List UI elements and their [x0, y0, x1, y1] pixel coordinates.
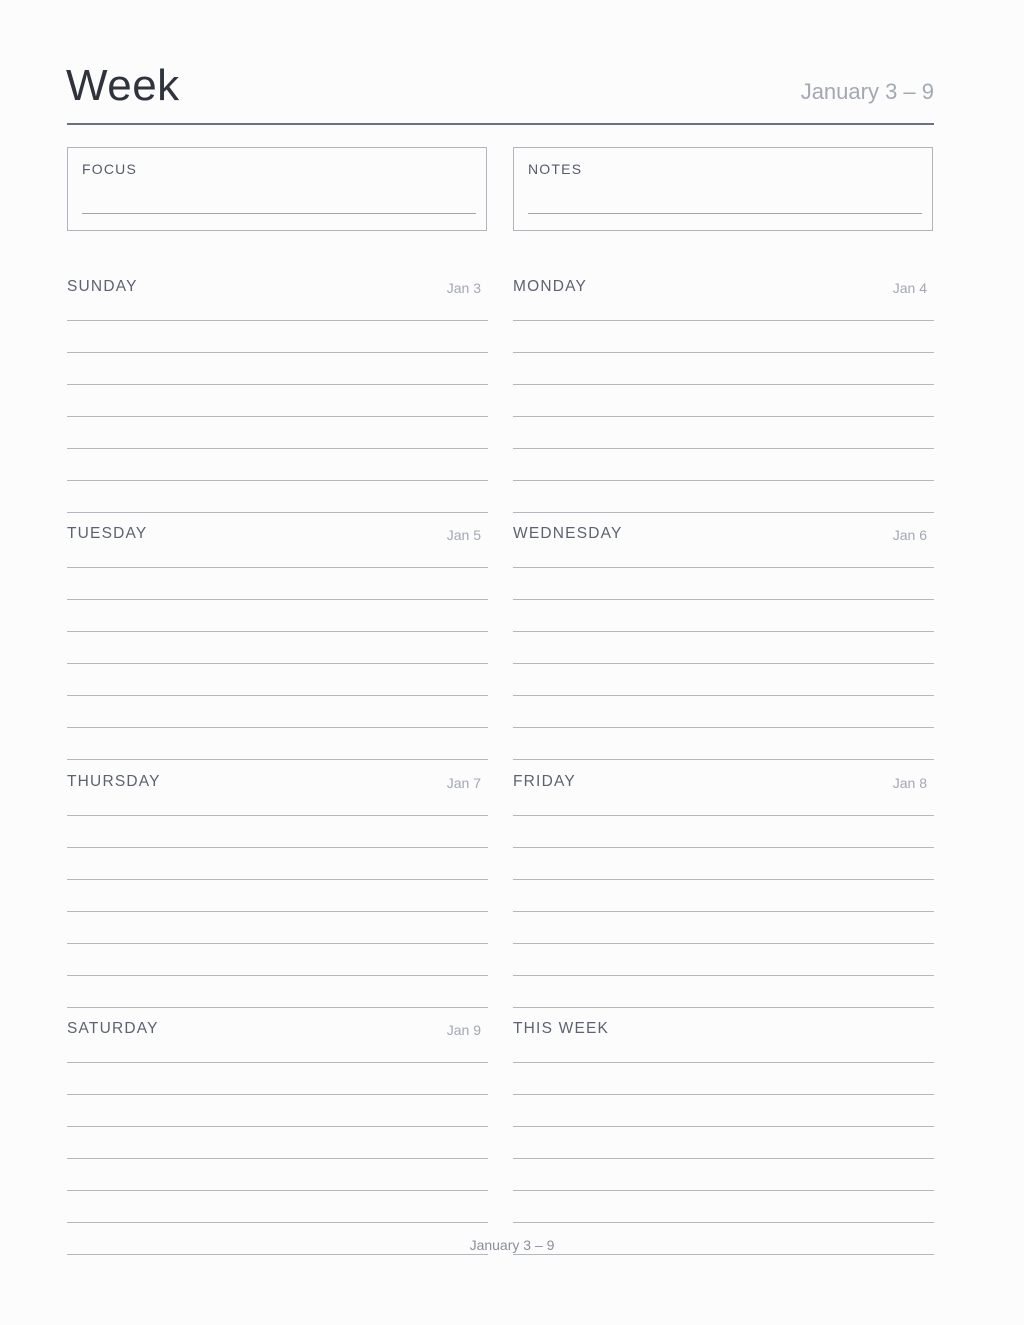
section-label-wednesday: WEDNESDAY	[513, 525, 623, 542]
writing-line[interactable]	[67, 1062, 488, 1063]
writing-line[interactable]	[513, 1190, 934, 1191]
writing-line[interactable]	[513, 727, 934, 728]
writing-line[interactable]	[67, 567, 488, 568]
focus-label: FOCUS	[82, 161, 137, 177]
writing-line[interactable]	[67, 352, 488, 353]
notes-label: NOTES	[528, 161, 583, 177]
writing-line[interactable]	[67, 1094, 488, 1095]
writing-line[interactable]	[513, 384, 934, 385]
focus-writing-line	[82, 213, 476, 214]
writing-line[interactable]	[513, 1158, 934, 1159]
writing-line[interactable]	[513, 599, 934, 600]
writing-line[interactable]	[67, 448, 488, 449]
writing-line[interactable]	[67, 1190, 488, 1191]
writing-line[interactable]	[513, 1062, 934, 1063]
section-date-tuesday: Jan 5	[446, 527, 481, 543]
writing-line[interactable]	[513, 847, 934, 848]
writing-line[interactable]	[67, 815, 488, 816]
writing-line[interactable]	[67, 320, 488, 321]
section-label-friday: FRIDAY	[513, 773, 576, 790]
footer-date-range: January 3 – 9	[469, 1237, 555, 1253]
writing-line[interactable]	[513, 631, 934, 632]
section-date-monday: Jan 4	[892, 280, 927, 296]
writing-line[interactable]	[67, 911, 488, 912]
writing-line[interactable]	[513, 1094, 934, 1095]
writing-line[interactable]	[513, 1007, 934, 1008]
writing-line[interactable]	[513, 480, 934, 481]
writing-line[interactable]	[67, 480, 488, 481]
title-divider	[67, 123, 934, 125]
writing-line[interactable]	[513, 448, 934, 449]
writing-line[interactable]	[513, 1126, 934, 1127]
writing-line[interactable]	[513, 320, 934, 321]
writing-line[interactable]	[67, 384, 488, 385]
writing-line[interactable]	[513, 567, 934, 568]
section-date-friday: Jan 8	[892, 775, 927, 791]
writing-line[interactable]	[513, 352, 934, 353]
writing-line[interactable]	[67, 727, 488, 728]
writing-line[interactable]	[513, 815, 934, 816]
writing-line[interactable]	[513, 512, 934, 513]
writing-line[interactable]	[67, 631, 488, 632]
section-label-this-week: THIS WEEK	[513, 1020, 610, 1037]
writing-line[interactable]	[513, 943, 934, 944]
writing-line[interactable]	[513, 975, 934, 976]
writing-line[interactable]	[67, 1158, 488, 1159]
writing-line[interactable]	[67, 599, 488, 600]
focus-box[interactable]	[67, 147, 487, 231]
writing-line[interactable]	[67, 695, 488, 696]
writing-line[interactable]	[513, 416, 934, 417]
section-label-saturday: SATURDAY	[67, 1020, 159, 1037]
section-label-tuesday: TUESDAY	[67, 525, 148, 542]
writing-line[interactable]	[513, 1254, 934, 1255]
page-title: Week	[66, 61, 180, 110]
section-date-thursday: Jan 7	[446, 775, 481, 791]
notes-box[interactable]	[513, 147, 933, 231]
section-date-wednesday: Jan 6	[892, 527, 927, 543]
section-label-sunday: SUNDAY	[67, 278, 138, 295]
writing-line[interactable]	[67, 1007, 488, 1008]
writing-line[interactable]	[67, 1222, 488, 1223]
writing-line[interactable]	[67, 1126, 488, 1127]
week-date-range: January 3 – 9	[800, 79, 934, 104]
writing-line[interactable]	[67, 1254, 488, 1255]
writing-line[interactable]	[513, 695, 934, 696]
section-date-saturday: Jan 9	[446, 1022, 481, 1038]
writing-line[interactable]	[67, 663, 488, 664]
writing-line[interactable]	[513, 759, 934, 760]
writing-line[interactable]	[513, 663, 934, 664]
section-label-monday: MONDAY	[513, 278, 588, 295]
writing-line[interactable]	[67, 975, 488, 976]
writing-line[interactable]	[67, 759, 488, 760]
writing-line[interactable]	[67, 879, 488, 880]
writing-line[interactable]	[67, 512, 488, 513]
writing-line[interactable]	[67, 847, 488, 848]
writing-line[interactable]	[513, 911, 934, 912]
writing-line[interactable]	[513, 1222, 934, 1223]
notes-writing-line	[528, 213, 922, 214]
writing-line[interactable]	[67, 943, 488, 944]
writing-line[interactable]	[67, 416, 488, 417]
section-date-sunday: Jan 3	[446, 280, 481, 296]
writing-line[interactable]	[513, 879, 934, 880]
section-label-thursday: THURSDAY	[67, 773, 161, 790]
